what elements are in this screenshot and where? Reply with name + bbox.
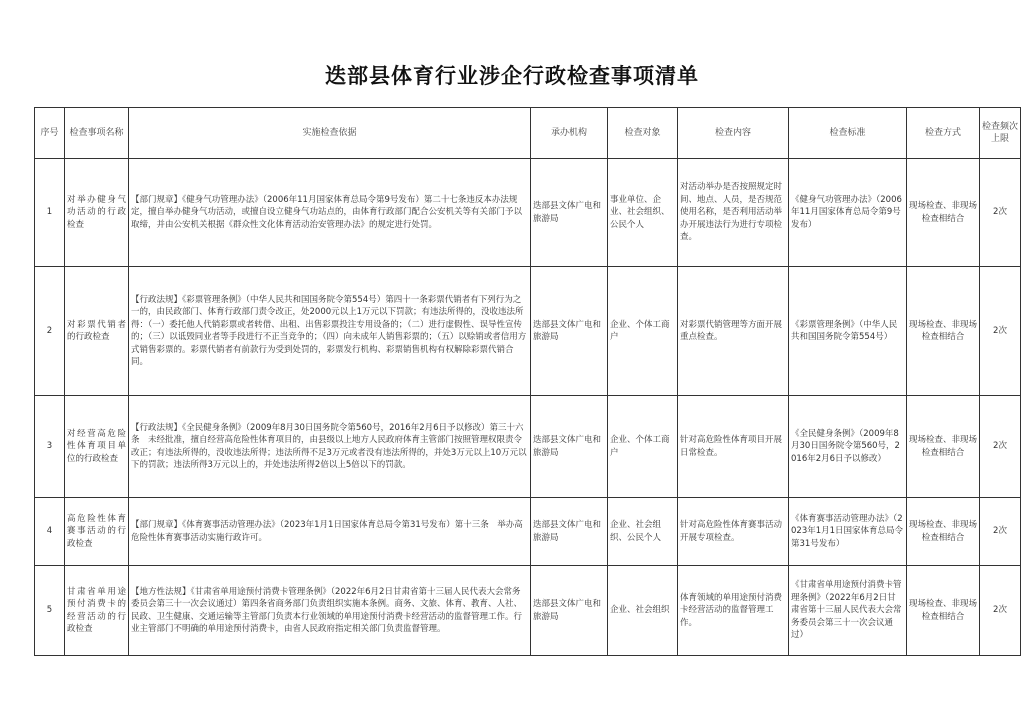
cell-target: 企业、个体工商户 [608,267,678,396]
cell-frequency: 2次 [980,159,1021,267]
cell-method: 现场检查、非现场检查相结合 [907,159,980,267]
header-method: 检查方式 [907,108,980,159]
inspection-table [34,107,1021,656]
header-standard: 检查标准 [789,108,907,159]
cell-agency: 迭部县文体广电和旅游局 [531,498,608,566]
cell-name: 对彩票代销者的行政检查 [65,267,129,396]
cell-no: 3 [35,396,65,498]
cell-content: 针对高危险性体育项目开展日常检查。 [678,396,789,498]
cell-name: 对经营高危险性体育项目单位的行政检查 [65,396,129,498]
table-row [35,267,1021,396]
cell-standard: 《彩票管理条例》（中华人民共和国国务院令第554号） [789,267,907,396]
cell-content: 对活动举办是否按照规定时间、地点、人员，是否规范使用名称，是否利用活动举办开展违法行为进行专项检查。 [678,159,789,267]
cell-standard: 《甘肃省单用途预付消费卡管理条例》（2022年6月2日甘肃省第十三届人民代表大会常务委员会第三十一次会议通过） [789,566,907,656]
header-agency: 承办机构 [531,108,608,159]
cell-name: 甘肃省单用途预付消费卡的经营活动的行政检查 [65,566,129,656]
cell-basis: 【行政法规】《全民健身条例》（2009年8月30日国务院令第560号，2016年2月6日予以修改）第三十六条 未经批准，擅自经营高危险性体育项目的，由县级以上地方人民政府体育主管部门按照管理权限责令改正；有违法所得的，没收违法所得；违法所得不足3万元或者没有违法所得的，并处3万元以上10万元以下的罚款；违法所得3万元以上的，并处违法所得2倍以上5倍以下的罚款。 [129,396,531,498]
cell-standard: 《全民健身条例》（2009年8月30日国务院令第560号，2016年2月6日予以修改） [789,396,907,498]
header-content: 检查内容 [678,108,789,159]
table-row [35,566,1021,656]
cell-name: 对举办健身气功活动的行政检查 [65,159,129,267]
cell-basis: 【部门规章】《健身气功管理办法》（2006年11月国家体育总局令第9号发布）第二十七条违反本办法规定，擅自举办健身气功活动，或擅自设立健身气功站点的，由体育行政部门配合公安机关等有关部门予以取缔，并由公安机关根据《群众性文化体育活动治安管理办法》的规定进行处罚。 [129,159,531,267]
header-basis: 实施检查依据 [129,108,531,159]
cell-no: 4 [35,498,65,566]
cell-content: 对彩票代销管理等方面开展重点检查。 [678,267,789,396]
cell-target: 企业、个体工商户 [608,396,678,498]
cell-frequency: 2次 [980,566,1021,656]
cell-target: 企业、社会组织、公民个人 [608,498,678,566]
header-frequency: 检查频次上限 [980,108,1021,159]
cell-frequency: 2次 [980,498,1021,566]
cell-frequency: 2次 [980,396,1021,498]
cell-agency: 迭部县文体广电和旅游局 [531,267,608,396]
cell-content: 针对高危险性体育赛事活动开展专项检查。 [678,498,789,566]
cell-method: 现场检查、非现场检查相结合 [907,267,980,396]
cell-target: 企业、社会组织 [608,566,678,656]
cell-no: 1 [35,159,65,267]
cell-agency: 迭部县文体广电和旅游局 [531,566,608,656]
cell-basis: 【部门规章】《体育赛事活动管理办法》（2023年1月1日国家体育总局令第31号发布）第十三条 举办高危险性体育赛事活动实施行政许可。 [129,498,531,566]
header-no: 序号 [35,108,65,159]
cell-target: 事业单位、企业、社会组织、公民个人 [608,159,678,267]
cell-method: 现场检查、非现场检查相结合 [907,498,980,566]
table-row [35,498,1021,566]
table-row [35,396,1021,498]
cell-no: 2 [35,267,65,396]
cell-basis: 【地方性法规】《甘肃省单用途预付消费卡管理条例》（2022年6月2日甘肃省第十三届人民代表大会常务委员会第三十一次会议通过）第四条省商务部门负责组织实施本条例。商务、文旅、体育、教育、人社、民政、卫生健康、交通运输等主管部门负责本行业领域的单用途预付消费卡经营活动的监督管理工作。行业主管部门不明确的单用途预付消费卡，由省人民政府指定相关部门负责监督管理。 [129,566,531,656]
cell-method: 现场检查、非现场检查相结合 [907,566,980,656]
cell-agency: 迭部县文体广电和旅游局 [531,159,608,267]
header-name: 检查事项名称 [65,108,129,159]
cell-agency: 迭部县文体广电和旅游局 [531,396,608,498]
cell-content: 体育领域的单用途预付消费卡经营活动的监督管理工作。 [678,566,789,656]
cell-frequency: 2次 [980,267,1021,396]
cell-basis: 【行政法规】《彩票管理条例》（中华人民共和国国务院令第554号）第四十一条彩票代销者有下列行为之一的，由民政部门、体育行政部门责令改正，处2000元以上1万元以下罚款；有违法所得的，没收违法所得：（一）委托他人代销彩票或者转借、出租、出售彩票投注专用设备的；（二）进行虚假性、误导性宣传的；（三）以诋毁同业者等手段进行不正当竞争的；（四）向未成年人销售彩票的；（五）以赊销或者信用方式销售彩票的。彩票代销者有前款行为受到处罚的，彩票发行机构、彩票销售机构有权解除彩票代销合同。 [129,267,531,396]
cell-standard: 《体育赛事活动管理办法》（2023年1月1日国家体育总局令第31号发布） [789,498,907,566]
header-target: 检查对象 [608,108,678,159]
cell-name: 高危险性体育赛事活动的行政检查 [65,498,129,566]
cell-method: 现场检查、非现场检查相结合 [907,396,980,498]
page-title: 迭部县体育行业涉企行政检查事项清单 [325,64,699,88]
cell-no: 5 [35,566,65,656]
table-header-row [35,108,1021,159]
table-row [35,159,1021,267]
cell-standard: 《健身气功管理办法》（2006年11月国家体育总局令第9号发布） [789,159,907,267]
